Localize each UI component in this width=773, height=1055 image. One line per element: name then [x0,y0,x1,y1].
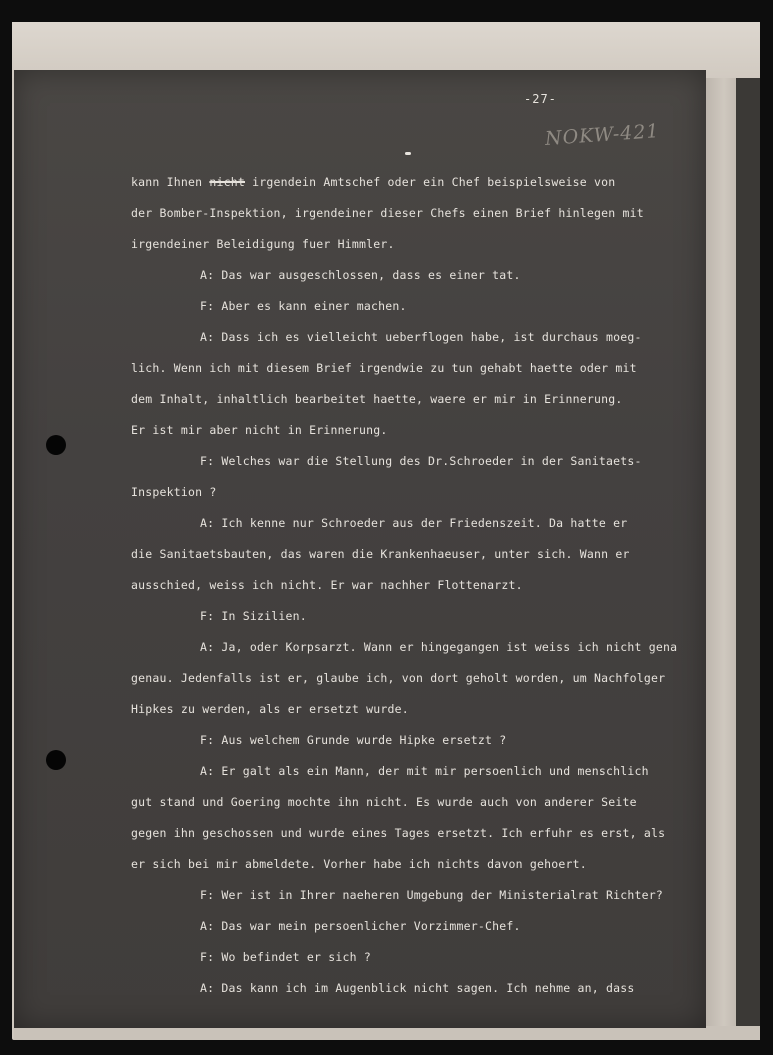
transcript-line: F: Aber es kann einer machen. [200,299,407,313]
line-1-end: irgendein Amtschef oder ein Chef beispielsweise von [245,175,616,189]
transcript-line: A: Er galt als ein Mann, der mit mir persoenlich und menschlich [200,764,649,778]
transcript-line: A: Das kann ich im Augenblick nicht sagen. Ich nehme an, dass [200,981,635,995]
transcript-line: gegen ihn geschossen und wurde eines Tages ersetzt. Ich erfuhr es erst, als [131,826,666,840]
transcript-line: A: Ja, oder Korpsarzt. Wann er hingegangen ist weiss ich nicht gena [200,640,678,654]
right-dark-strip [736,78,760,1026]
transcript-line: Inspektion ? [131,485,217,499]
transcript-line: F: Wer ist in Ihrer naeheren Umgebung der Ministerialrat Richter? [200,888,664,902]
line-1-start: kann Ihnen [131,175,210,189]
transcript-line: irgendeiner Beleidigung fuer Himmler. [131,237,395,251]
punch-hole-bottom [46,750,66,770]
transcript-line: dem Inhalt, inhaltlich bearbeitet haette, waere er mir in Erinnerung. [131,392,623,406]
transcript-line: Er ist mir aber nicht in Erinnerung. [131,423,388,437]
right-paper-edge [706,78,736,1028]
transcript-line: die Sanitaetsbauten, das waren die Krankenhaeuser, unter sich. Wann er [131,547,630,561]
transcript-line: F: In Sizilien. [200,609,307,623]
transcript-line-1 [131,167,696,198]
transcript-line: gut stand und Goering mochte ihn nicht. Es wurde auch von anderer Seite [131,795,637,809]
transcript-line: A: Dass ich es vielleicht ueberflogen habe, ist durchaus moeg- [200,330,642,344]
transcript-line: F: Aus welchem Grunde wurde Hipke ersetzt ? [200,733,507,747]
transcript-line: A: Das war ausgeschlossen, dass es einer tat. [200,268,521,282]
transcript-line: A: Ich kenne nur Schroeder aus der Friedenszeit. Da hatte er [200,516,628,530]
transcript-line: A: Das war mein persoenlicher Vorzimmer-Chef. [200,919,521,933]
handwritten-archive-reference: NOKW-421 [544,120,661,150]
transcript-line: er sich bei mir abmeldete. Vorher habe ich nichts davon gehoert. [131,857,587,871]
struck-word: nicht [209,175,245,189]
transcript-line: genau. Jedenfalls ist er, glaube ich, von dort geholt worden, um Nachfolger [131,671,666,685]
transcript-line: ausschied, weiss ich nicht. Er war nachher Flottenarzt. [131,578,523,592]
ink-speck [405,152,411,155]
transcript-line: F: Wo befindet er sich ? [200,950,371,964]
transcript-line: der Bomber-Inspektion, irgendeiner dieser Chefs einen Brief hinlegen mit [131,206,644,220]
transcript-body [131,167,696,1004]
bottom-paper-edge [14,1026,760,1040]
transcript-line: F: Welches war die Stellung des Dr.Schroeder in der Sanitaets- [200,454,642,468]
page-number: -27- [524,92,557,106]
punch-hole-top [46,435,66,455]
transcript-line: Hipkes zu werden, als er ersetzt wurde. [131,702,409,716]
transcript-line: lich. Wenn ich mit diesem Brief irgendwie zu tun gehabt haette oder mit [131,361,637,375]
